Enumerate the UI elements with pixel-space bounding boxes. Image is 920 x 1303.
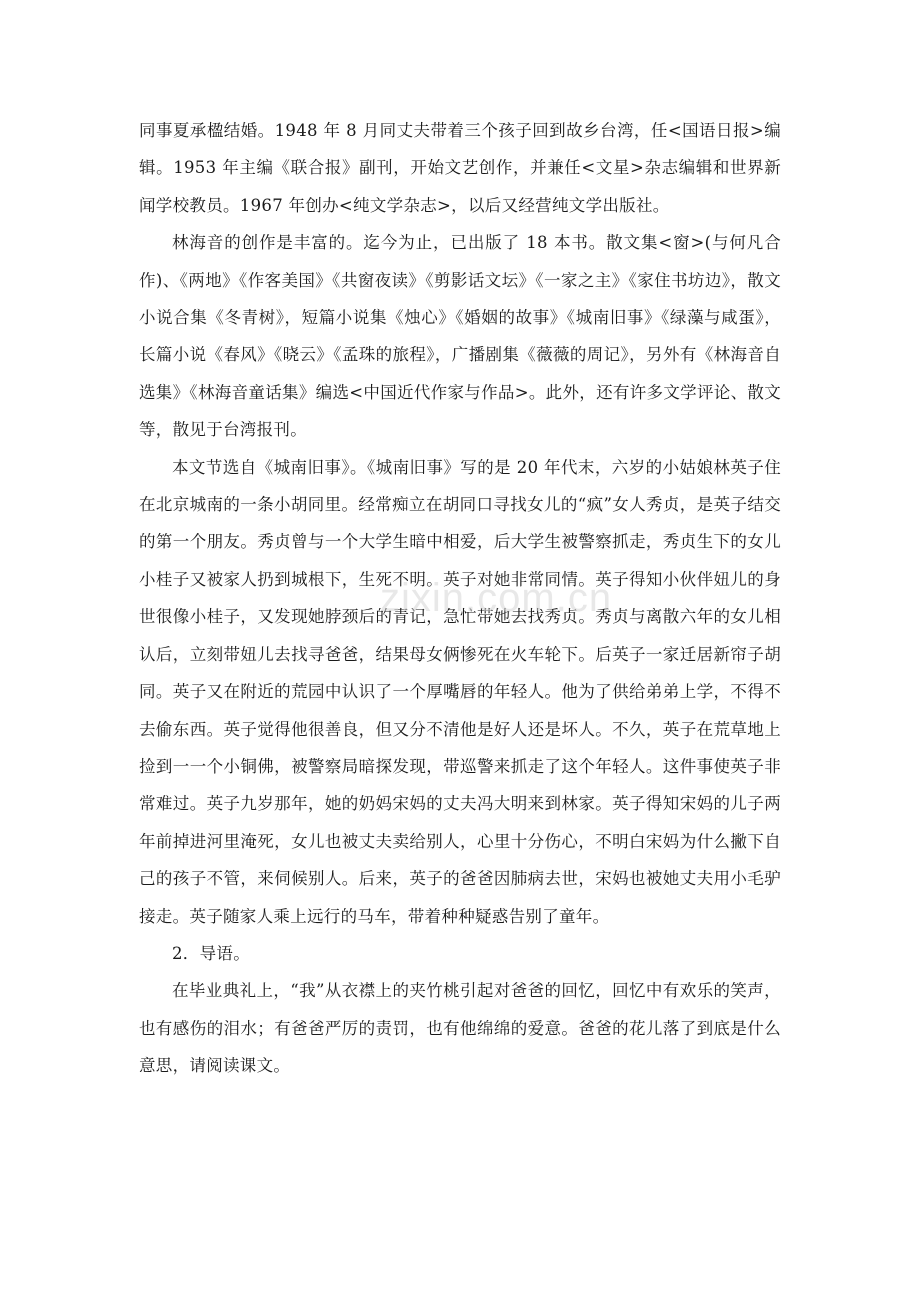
- paragraph-works-list: 林海音的创作是丰富的。迄今为止，已出版了 18 本书。散文集<窗>(与何凡合作)、《两地》《作客美国》《共窗夜读》《剪影话文坛》《一家之主》《家住书坊边》，散文小说合集《冬青树》，短篇小说集《烛心》《婚姻的故事》《城南旧事》《绿藻与咸蛋》，长篇小说《春风》《晓云》《孟珠的旅程》，广播剧集《薇薇的周记》，另外有《林海音自选集》《林海音童话集》编选<中国近代作家与作品>。此外，还有许多文学评论、散文等，散见于台湾报刊。: [139, 233, 781, 440]
- paragraph-story-summary: 本文节选自《城南旧事》。《城南旧事》写的是 20 年代末，六岁的小姑娘林英子住在北京城南的一条小胡同里。经常痴立在胡同口寻找女儿的“疯”女人秀贞，是英子结交的第一个朋友。秀贞曾与一个大学生暗中相爱，后大学生被警察抓走，秀贞生下的女儿小桂子又被家人扔到城根下，生死不明。英子对她非常同情。英子得知小伙伴妞儿的身世很像小桂子，又发现她脖颈后的青记，急忙带她去找秀贞。秀贞与离散六年的女儿相认后，立刻带妞儿去找寻爸爸，结果母女俩惨死在火车轮下。后英子一家迁居新帘子胡同。英子又在附近的荒园中认识了一个厚嘴唇的年轻人。他为了供给弟弟上学，不得不去偷东西。英子觉得他很善良，但又分不清他是好人还是坏人。不久，英子在荒草地上捡到一一个小铜佛，被警察局暗探发现，带巡警来抓走了这个年轻人。这件事使英子非常难过。英子九岁那年，她的奶妈宋妈的丈夫冯大明来到林家。英子得知宋妈的儿子两年前掉进河里淹死，女儿也被丈夫卖给别人，心里十分伤心，不明白宋妈为什么撇下自己的孩子不管，来伺候别人。后来，英子的爸爸因肺病去世，宋妈也被她丈夫用小毛驴接走。英子随家人乘上远行的马车，带着种种疑惑告别了童年。: [139, 457, 781, 926]
- watermark-text: zixin.com.cn: [380, 576, 613, 620]
- paragraph-biography-continued: 同事夏承楹结婚。1948 年 8 月同丈夫带着三个孩子回到故乡台湾，任<国语日报>编辑。1953 年主编《联合报》副刊，开始文艺创作，并兼任<文星>杂志编辑和世界新闻学校教员。1967 年创办<纯文学杂志>，以后又经营纯文学出版社。: [139, 121, 781, 215]
- paragraph-introduction: 在毕业典礼上，“我”从衣襟上的夹竹桃引起对爸爸的回忆，回忆中有欢乐的笑声，也有感伤的泪水；有爸爸严厉的责罚，也有他绵绵的爱意。爸爸的花儿落了到底是什么意思，请阅读课文。: [139, 981, 781, 1076]
- document-body: [139, 112, 781, 1085]
- section-heading-introduction: 2．导语。: [172, 943, 250, 963]
